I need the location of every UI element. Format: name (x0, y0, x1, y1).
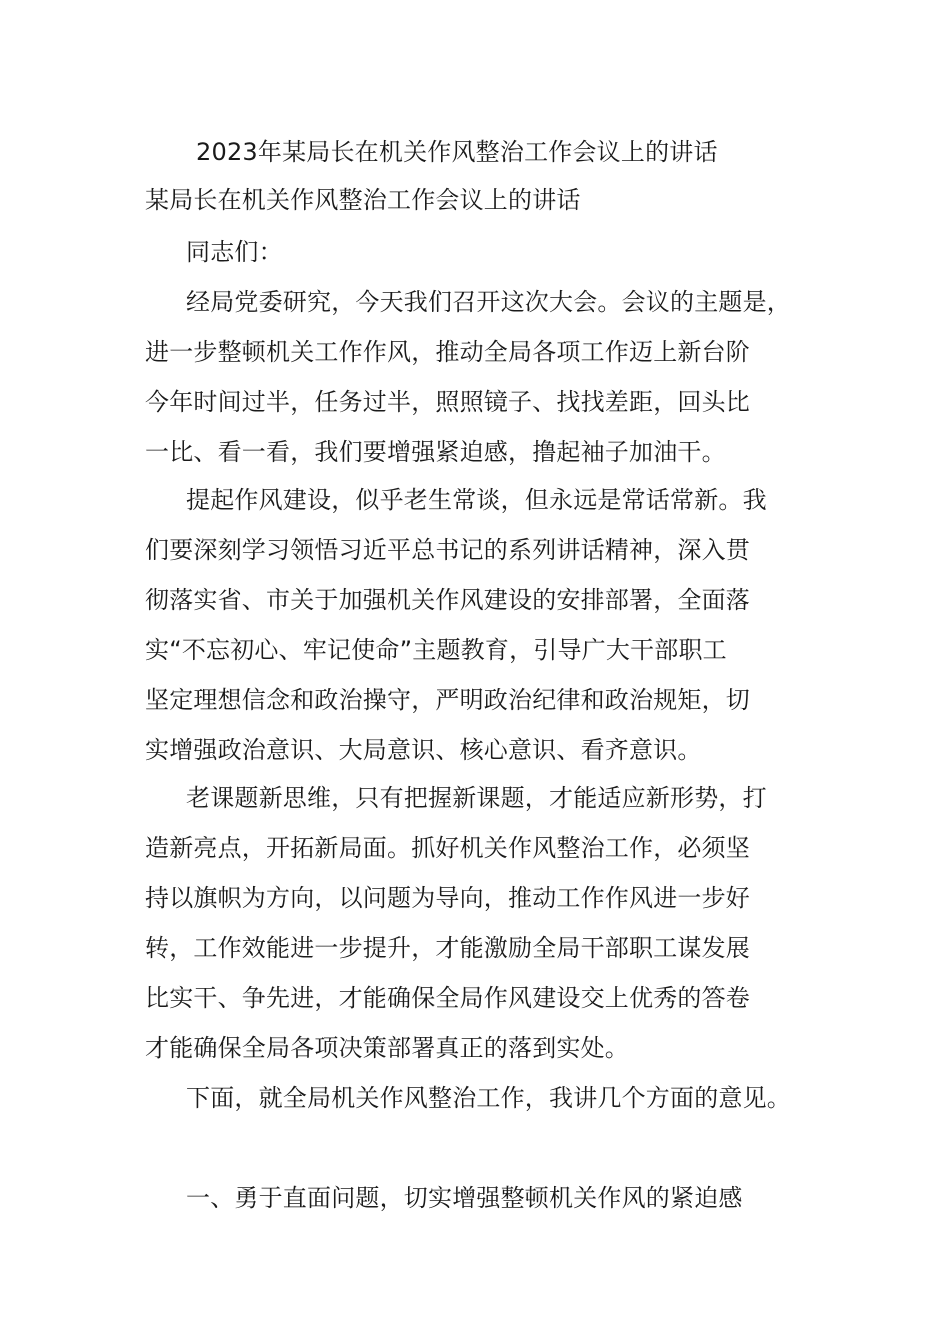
paragraph-3-line-5: 比实干、争先进，才能确保全局作风建设交上优秀的答卷 (145, 984, 750, 1012)
paragraph-2-line-4: 实“不忘初心、牢记使命”主题教育，引导广大干部职工 (145, 636, 727, 664)
paragraph-2-line-1: 提起作风建设，似乎老生常谈，但永远是常话常新。我 (186, 486, 767, 514)
document-title: 2023年某局长在机关作风整治工作会议上的讲话 (196, 138, 718, 166)
greeting: 同志们： (186, 238, 283, 266)
paragraph-1-line-2: 进一步整顿机关工作作风，推动全局各项工作迈上新台阶 (145, 338, 750, 366)
paragraph-3-line-1: 老课题新思维，只有把握新课题，才能适应新形势，打 (186, 784, 767, 812)
paragraph-1-line-3: 今年时间过半，任务过半，照照镜子、找找差距，回头比 (145, 388, 750, 416)
paragraph-3-line-3: 持以旗帜为方向，以问题为导向，推动工作作风进一步好 (145, 884, 750, 912)
document-subtitle: 某局长在机关作风整治工作会议上的讲话 (145, 186, 581, 214)
paragraph-3-line-6: 才能确保全局各项决策部署真正的落到实处。 (145, 1034, 629, 1062)
paragraph-3-line-4: 转，工作效能进一步提升，才能激励全局干部职工谋发展 (145, 934, 750, 962)
paragraph-1-line-1: 经局党委研究，今天我们召开这次大会。会议的主题是， (186, 288, 791, 316)
paragraph-2-line-5: 坚定理想信念和政治操守，严明政治纪律和政治规矩，切 (145, 686, 750, 714)
paragraph-1-line-4: 一比、看一看，我们要增强紧迫感，撸起袖子加油干。 (145, 438, 726, 466)
section-heading: 一、勇于直面问题，切实增强整顿机关作风的紧迫感 (186, 1184, 743, 1212)
paragraph-3-line-2: 造新亮点，开拓新局面。抓好机关作风整治工作，必须坚 (145, 834, 750, 862)
paragraph-4-line-1: 下面，就全局机关作风整治工作，我讲几个方面的意见。 (186, 1084, 791, 1112)
paragraph-2-line-2: 们要深刻学习领悟习近平总书记的系列讲话精神，深入贯 (145, 536, 750, 564)
paragraph-2-line-3: 彻落实省、市关于加强机关作风建设的安排部署，全面落 (145, 586, 750, 614)
paragraph-2-line-6: 实增强政治意识、大局意识、核心意识、看齐意识。 (145, 736, 702, 764)
